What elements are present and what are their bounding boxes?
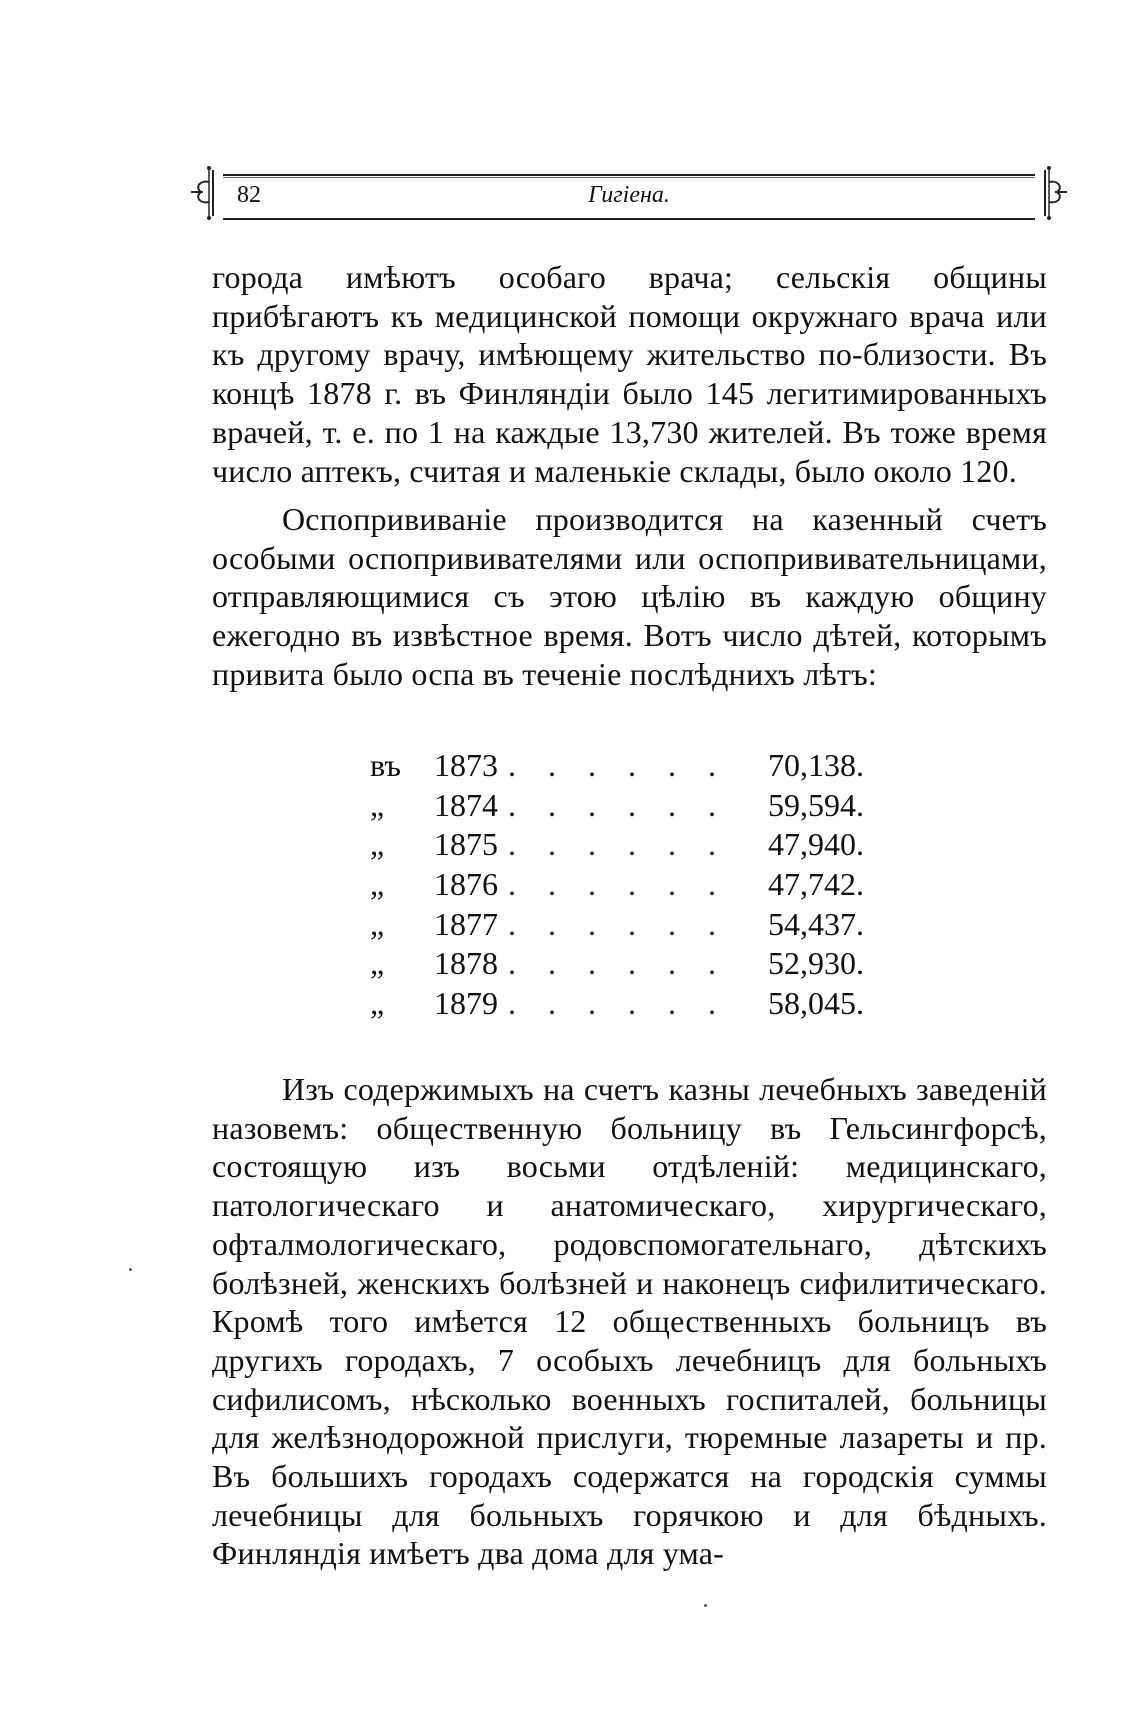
row-prefix: въ	[370, 747, 401, 783]
row-prefix: „	[370, 945, 385, 982]
row-leader: . . . . . .	[508, 985, 728, 1022]
row-leader: . . . . . .	[508, 945, 728, 982]
paragraph-text: Оспопрививаніе производится на казенный счетъ особыми оспопрививателями или оспопрививательницами, отправляющимися съ этою цѣлію въ каждую общину ежегодно въ извѣстное время. Вотъ число дѣтей, которымъ привита было оспа въ теченіе послѣднихъ лѣтъ:	[212, 501, 1047, 692]
header-rule-top	[223, 174, 1035, 176]
header-rule-inner	[223, 177, 1035, 178]
row-leader: . . . . . .	[508, 905, 728, 942]
row-count: 59,594.	[768, 786, 864, 823]
paragraph-text: города имѣютъ особаго врача; сельскія общины прибѣгаютъ къ медицинской помощи окружнаго врача или къ другому врачу, имѣющему жительство по-близости. Въ концѣ 1878 г. въ Финляндіи было 145 легитимированныхъ врачей, т. е. по 1 на каждые 13,730 жителей. Въ тоже время число аптекъ, считая и маленькіе склады, было около 120.	[212, 259, 1047, 489]
table-row	[370, 944, 910, 984]
paragraph-vaccination	[212, 500, 1047, 694]
table-row	[370, 746, 910, 786]
page-number: 82	[237, 182, 261, 208]
row-year: 1879	[434, 985, 498, 1022]
row-leader: . . . . . .	[508, 866, 728, 903]
row-year: 1874	[434, 786, 498, 823]
row-leader: . . . . . .	[508, 786, 728, 823]
paragraph-text: Изъ содержимыхъ на счетъ казны лечебныхъ заведеній назовемъ: общественную больницу въ Гельсингфорсѣ, состоящую изъ восьми отдѣленій: медицинскаго, патологическаго и анатомическаго, хирургическаго, офталмологическаго, родовспомогательнаго, дѣтскихъ болѣзней, женскихъ болѣзней и наконецъ сифилитическаго. Кромѣ того имѣется 12 общественныхъ больницъ въ другихъ городахъ, 7 особыхъ лечебницъ для больныхъ сифилисомъ, нѣсколько военныхъ госпиталей, больницы для желѣзнодорожной прислуги, тюремные лазареты и пр. Въ большихъ городахъ содержатся на городскія суммы лечебницы для больныхъ горячкою и для бѣдныхъ. Финляндія имѣетъ два дома для ума-	[212, 1071, 1047, 1572]
row-count: 58,045.	[768, 985, 864, 1022]
running-title: Гигіена.	[588, 182, 670, 208]
row-year: 1873	[434, 747, 498, 783]
row-count: 47,940.	[768, 826, 864, 863]
table-row	[370, 786, 910, 826]
paragraph-physicians	[212, 258, 1047, 490]
header-rule-bottom	[223, 218, 1035, 220]
row-count: 70,138.	[768, 747, 864, 783]
row-prefix: „	[370, 985, 385, 1022]
table-row	[370, 984, 910, 1024]
scan-speck	[129, 1268, 132, 1271]
row-prefix: „	[370, 866, 385, 903]
row-count: 52,930.	[768, 945, 864, 982]
vaccination-table	[370, 746, 910, 1024]
paragraph-hospitals	[212, 1070, 1047, 1573]
table-row	[370, 865, 910, 905]
row-year: 1877	[434, 905, 498, 942]
row-year: 1876	[434, 866, 498, 903]
row-leader: . . . . . .	[508, 747, 728, 783]
row-prefix: „	[370, 786, 385, 823]
table-row	[370, 825, 910, 865]
row-prefix: „	[370, 826, 385, 863]
running-header	[195, 162, 1063, 224]
row-year: 1878	[434, 945, 498, 982]
row-year: 1875	[434, 826, 498, 863]
table-row	[370, 905, 910, 945]
row-count: 54,437.	[768, 905, 864, 942]
row-leader: . . . . . .	[508, 826, 728, 863]
row-prefix: „	[370, 905, 385, 942]
row-count: 47,742.	[768, 866, 864, 903]
scan-speck	[704, 1604, 707, 1607]
